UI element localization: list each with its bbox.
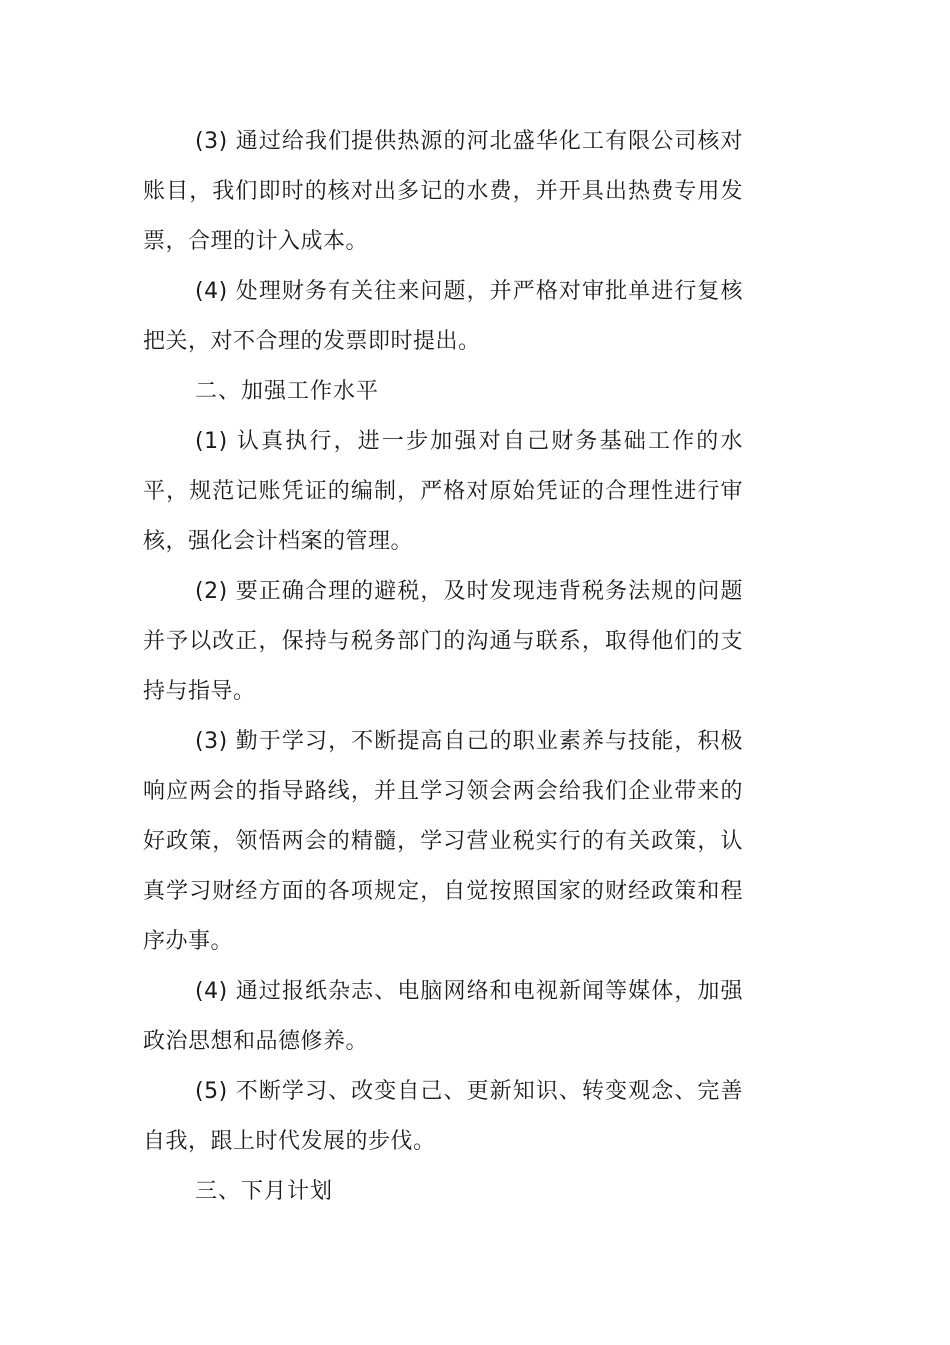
paragraph-item-4-payables: (4) 处理财务有关往来问题，并严格对审批单进行复核把关，对不合理的发票即时提出。 bbox=[143, 279, 743, 354]
paragraph-item-3-heat-supplier: (3) 通过给我们提供热源的河北盛华化工有限公司核对账目，我们即时的核对出多记的水费，并开具出热费专用发票，合理的计入成本。 bbox=[143, 129, 743, 254]
paragraph-item-3-study: (3) 勤于学习，不断提高自己的职业素养与技能，积极响应两会的指导路线，并且学习领会两会给我们企业带来的好政策，领悟两会的精髓，学习营业税实行的有关政策，认真学习财经方面的各项规定，自觉按照国家的财经政策和程序办事。 bbox=[143, 729, 743, 954]
section-heading-3: 三、下月计划 bbox=[195, 1179, 334, 1204]
paragraph-item-1-accounting-basics: (1) 认真执行，进一步加强对自己财务基础工作的水平，规范记账凭证的编制，严格对原始凭证的合理性进行审核，强化会计档案的管理。 bbox=[143, 429, 743, 554]
paragraph-item-5-self-improvement: (5) 不断学习、改变自己、更新知识、转变观念、完善自我，跟上时代发展的步伐。 bbox=[143, 1079, 743, 1154]
section-heading-2: 二、加强工作水平 bbox=[195, 379, 380, 404]
paragraph-item-2-tax: (2) 要正确合理的避税，及时发现违背税务法规的问题并予以改正，保持与税务部门的沟通与联系，取得他们的支持与指导。 bbox=[143, 579, 743, 704]
paragraph-item-4-media: (4) 通过报纸杂志、电脑网络和电视新闻等媒体，加强政治思想和品德修养。 bbox=[143, 979, 743, 1054]
document-body bbox=[143, 117, 743, 1217]
